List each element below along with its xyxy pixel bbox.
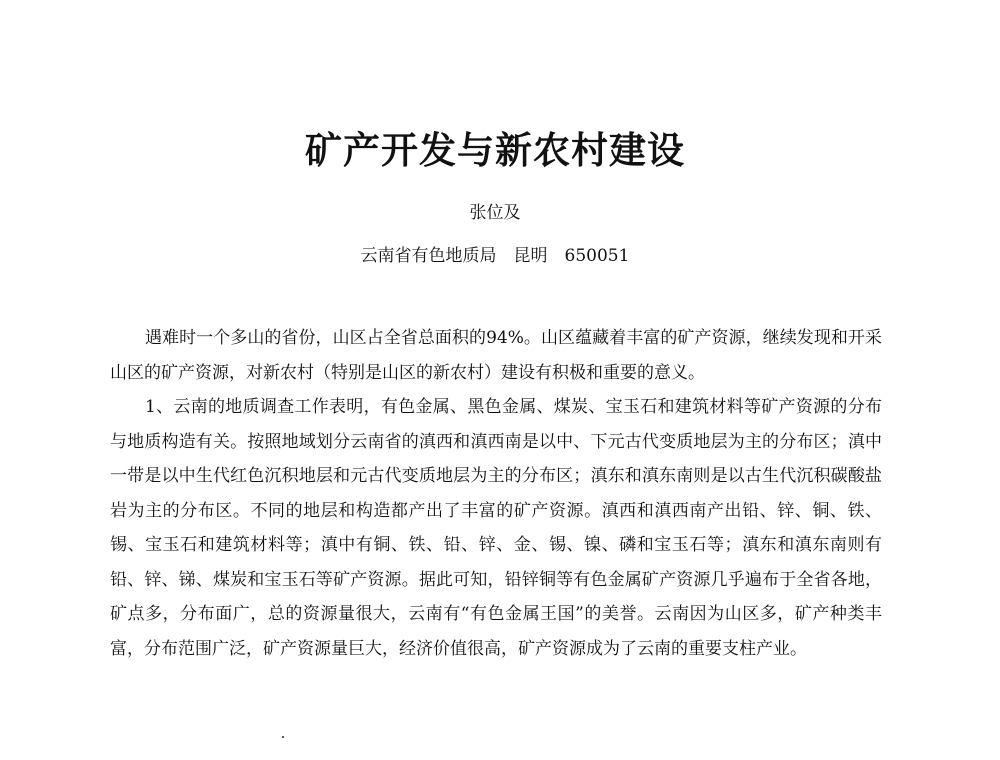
page-title: 矿产开发与新农村建设 [305,129,685,172]
scan-speck [282,736,284,738]
paragraph-section-1: 1、云南的地质调查工作表明，有色金属、黑色金属、煤炭、宝玉石和建筑材料等矿产资源的分布与地质构造有关。按照地域划分云南省的滇西和滇西南是以中、下元古代变质地层为主的分布区；滇中一带是以中生代红色沉积地层和元古代变质地层为主的分布区；滇东和滇东南则是以古生代沉积碳酸盐岩为主的分布区。不同的地层和构造都产出了丰富的矿产资源。滇西和滇西南产出铅、锌、铜、铁、锡、宝玉石和建筑材料等；滇中有铜、铁、铅、锌、金、锡、镍、磷和宝玉石等；滇东和滇东南则有铅、锌、锑、煤炭和宝玉石等矿产资源。据此可知，铅锌铜等有色金属矿产资源几乎遍布于全省各地，矿点多，分布面广，总的资源量很大，云南有“有色金属王国”的美誉。云南因为山区多，矿产种类丰富，分布范围广泛，矿产资源量巨大，经济价值很高，矿产资源成为了云南的重要支柱产业。 [110,397,882,659]
article-body [110,321,882,666]
paragraph-intro: 遇难时一个多山的省份，山区占全省总面积的94%。山区蕴藏着丰富的矿产资源，继续发现和开采山区的矿产资源，对新农村（特别是山区的新农村）建设有积极和重要的意义。 [110,328,882,383]
author-affiliation: 云南省有色地质局 昆明 650051 [360,246,630,266]
author-name: 张位及 [469,203,521,223]
